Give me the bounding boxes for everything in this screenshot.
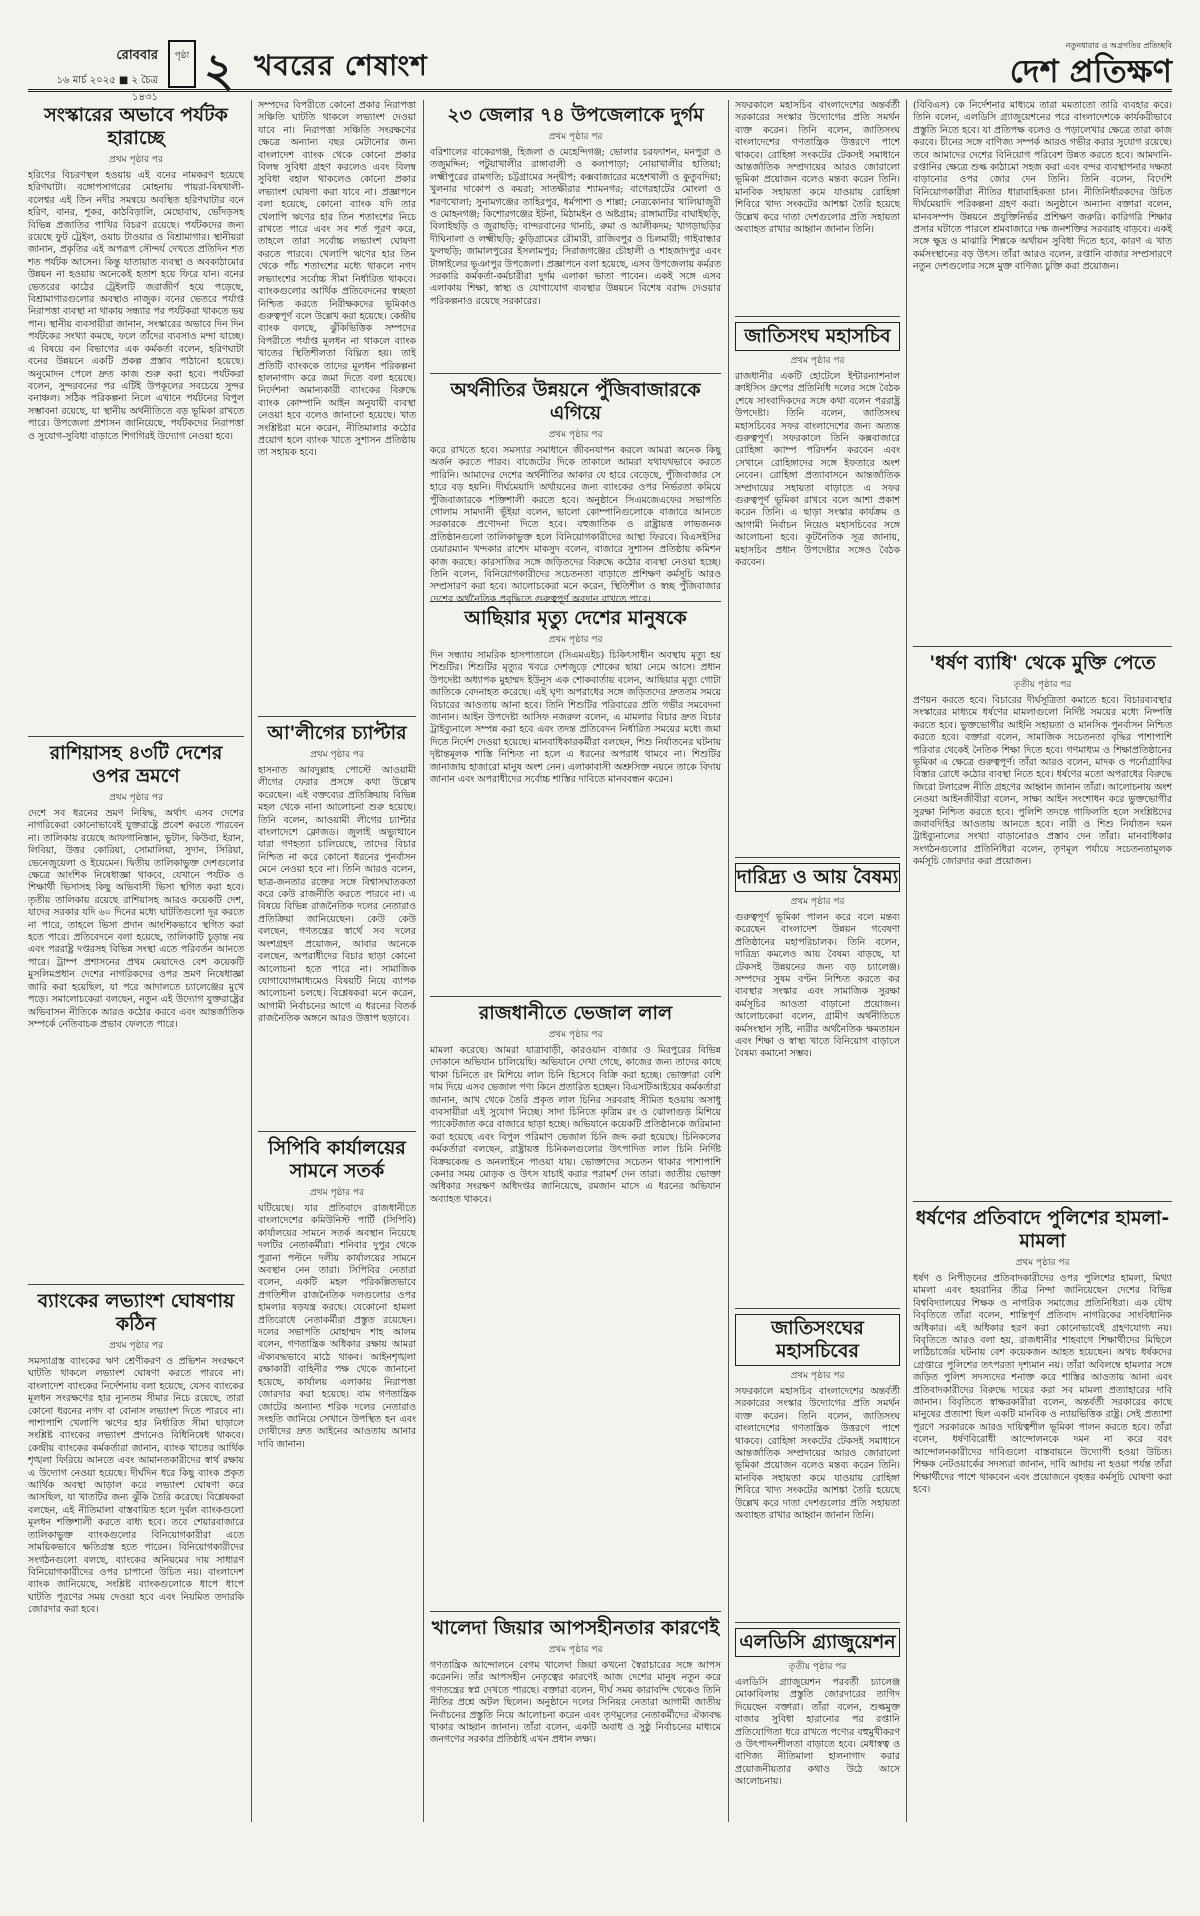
- article-poverty: [735, 863, 900, 1302]
- article-khaleda: [430, 1617, 721, 1860]
- article-body: বরিশালের বাকেরগঞ্জ, হিজলা ও মেহেন্দিগঞ্জ; ভোলার চরফ্যাশন, মনপুরা ও তজুমদ্দিন; পটুয়াখালীর রাঙ্গাবালী ও কলাপাড়া; নোয়াখালীর হাতিয়া; লক্ষ্মীপুরের রামগতি; চট্টগ্রামের সন্দ্বীপ; কক্সবাজারের মহেশখালী ও কুতুবদিয়া; খুলনার দাকোপ ও কয়রা; সাতক্ষীরার শ্যামনগর; বাগেরহাটের মোংলা ও শরণখোলা; সুনামগঞ্জের তাহিরপুর, ধর্মপাশা ও শাল্লা; নেত্রকোনার খালিয়াজুরী ও মোহনগঞ্জ; কিশোরগঞ্জের ইটনা, মিঠামইন ও অষ্টগ্রাম; রাঙ্গামাটির বাঘাইছড়ি, বিলাইছড়ি ও জুরাছড়ি; বান্দরবানের থানচি, রুমা ও আলীকদম; খাগড়াছড়ির দীঘিনালা ও লক্ষ্মীছড়ি; কুড়িগ্রামের রৌমারী, রাজিবপুর ও চিলমারী; গাইবান্ধার ফুলছড়ি; জামালপুরের ইসলামপুর; সিরাজগঞ্জের চৌহালী ও শাহজাদপুর এবং টাঙ্গাইলের ভূঞাপুর উপজেলা। প্রজ্ঞাপনে বলা হয়েছে, এসব উপজেলায় কর্মরত সরকারি কর্মকর্তা-কর্মচারীরা দুর্গম এলাকা ভাতা পাবেন। একই সঙ্গে এসব এলাকায় শিক্ষা, স্বাস্থ্য ও যোগাযোগ ব্যবস্থার উন্নয়নে বিশেষ বরাদ্দ দেওয়ার পরিকল্পনাও রয়েছে সরকারের।: [430, 147, 721, 307]
- page-label-box: [168, 40, 196, 88]
- column-divider: [906, 100, 907, 1822]
- article-headline: সিপিবি কার্যালয়ের সামনে সতর্ক: [268, 1137, 406, 1182]
- continuation-label: প্রথম পৃষ্ঠার পর: [790, 897, 845, 907]
- article-headline: আ'লীগের চ্যাপ্টার: [267, 722, 407, 744]
- article-headline: রাজধানীতে ভেজাল লাল: [478, 1002, 673, 1024]
- article-awami-league: [258, 722, 416, 1125]
- column-divider: [423, 100, 424, 1822]
- article-headline: ২৩ জেলার ৭৪ উপজেলাকে দুর্গম: [447, 104, 704, 126]
- article-headline: রাশিয়াসহ ৪৩টি দেশের ওপর ভ্রমণে: [49, 742, 223, 787]
- column-5: [913, 100, 1172, 1822]
- newspaper-logo: দেশ প্রতিক্ষণ: [1009, 52, 1172, 90]
- column-4: [735, 100, 900, 1822]
- continuation-label: প্রথম পৃষ্ঠার পর: [548, 635, 603, 645]
- article-ldc-continued: [913, 100, 1172, 640]
- article-separator: [430, 996, 721, 997]
- article-secretary-general: [735, 100, 900, 310]
- article-body: ঘটিয়েছে। যার প্রতিবাদে রাজধানীতে বাংলাদেশের কমিউনিস্ট পার্টি (সিপিবি) কার্যালয়ের সামনে সতর্ক অবস্থান নিয়েছে দলটির নেতাকর্মীরা। শনিবার দুপুর থেকে পুরানা পল্টনে দলীয় কার্যালয়ের সামনে অবস্থান নেন তারা। সিপিবির নেতারা বলেন, একটি মহল পরিকল্পিতভাবে প্রগতিশীল রাজনৈতিক দলগুলোর ওপর হামলার ষড়যন্ত্র করছে। যেকোনো হামলা প্রতিরোধে নেতাকর্মীরা প্রস্তুত রয়েছেন। দলের সভাপতি মোহাম্মদ শাহ আলম বলেন, গণতান্ত্রিক অধিকার রক্ষায় আমরা ঐক্যবদ্ধভাবে মাঠে থাকব। আইনশৃঙ্খলা রক্ষাকারী বাহিনীর পক্ষ থেকে জানানো হয়েছে, কার্যালয় এলাকায় নিরাপত্তা জোরদার করা হয়েছে। বাম গণতান্ত্রিক জোটের অন্যান্য শরিক দলের নেতারাও সংহতি জানিয়ে সেখানে উপস্থিত হন এবং দোষীদের দ্রুত আইনের আওতায় আনার দাবি জানান।: [258, 1203, 416, 1450]
- article-headline: ধর্ষণের প্রতিবাদে পুলিশের হামলা-মামলা: [915, 1207, 1170, 1252]
- article-bank: [28, 1290, 244, 1916]
- article-headline: অর্থনীতির উন্নয়নে পুঁজিবাজারকে এগিয়ে: [450, 379, 701, 424]
- article-bank-continued: [258, 100, 416, 710]
- article-separator: [28, 1284, 244, 1285]
- page-label: পৃষ্ঠা: [174, 51, 190, 61]
- continuation-label: প্রথম পৃষ্ঠার পর: [790, 356, 845, 366]
- article-headline: দারিদ্র্য ও আয় বৈষম্য: [735, 863, 900, 892]
- continuation-label: প্রথম পৃষ্ঠার পর: [109, 1341, 163, 1351]
- article-ldc: [735, 1628, 900, 1877]
- column-1: [28, 100, 244, 1822]
- article-separator: [913, 646, 1172, 647]
- continuation-label: প্রথম পৃষ্ঠার পর: [548, 430, 603, 440]
- article-body: দিন সন্ধ্যায় সামরিক হাসপাতালে (সিএমএইচ) চিকিৎসাধীন অবস্থায় মৃত্যু হয় শিশুটির। শিশুটির মৃত্যুর খবরে দেশজুড়ে শোকের ছায়া নেমে আসে। প্রধান উপদেষ্টা অধ্যাপক মুহাম্মদ ইউনূস এক শোকবার্তায় বলেন, আছিয়ার মৃত্যু গোটা জাতিকে বেদনাহত করেছে। এই ঘৃণ্য অপরাধের সঙ্গে জড়িতদের দ্রুততম সময়ে বিচারের আওতায় আনা হবে। তিনি শিশুটির পরিবারের প্রতি গভীর সমবেদনা জানান। আইন উপদেষ্টা আসিফ নজরুল বলেন, এ মামলার বিচার দ্রুত বিচার ট্রাইব্যুনালে সম্পন্ন করা হবে এবং তদন্ত প্রতিবেদন নির্ধারিত সময়ের মধ্যে জমা দিতে নির্দেশ দেওয়া হয়েছে। মানবাধিকারকর্মীরা বলছেন, শিশু নির্যাতনের ঘটনায় দৃষ্টান্তমূলক শাস্তি নিশ্চিত না হলে এ ধরনের অপরাধ থামবে না। শিশুটির জানাজায় হাজারো মানুষ অংশ নেন। এলাকাবাসী অশ্রুসিক্ত নয়নে তাকে বিদায় জানান এবং অপরাধীদের সর্বোচ্চ শাস্তির দাবিতে মানববন্ধন করেন।: [430, 650, 722, 786]
- page-number: ২: [204, 43, 234, 97]
- issue-date-block: [28, 46, 158, 107]
- continuation-label: প্রথম পৃষ্ঠার পর: [1015, 1258, 1070, 1268]
- section-title: খবরের শেষাংশ: [254, 49, 428, 82]
- article-economy: [430, 379, 721, 605]
- article-un: [735, 1314, 900, 1616]
- article-separator: [735, 857, 900, 858]
- article-headline: এলডিসি গ্র্যাজুয়েশন: [735, 1628, 900, 1657]
- article-headline: 'ধর্ষণ ব্যাধি' থেকে মুক্তি পেতে: [929, 652, 1156, 674]
- column-2: [258, 100, 416, 1822]
- continuation-label: তৃতীয় পৃষ্ঠার পর: [788, 1662, 847, 1672]
- column-3: [430, 100, 721, 1822]
- issue-day: রোববার: [116, 48, 158, 63]
- article-headline: জাতিসংঘ মহাসচিব: [735, 322, 900, 351]
- continuation-label: প্রথম পৃষ্ঠার পর: [548, 1030, 603, 1040]
- article-russia: [28, 742, 244, 1278]
- article-body: রাজধানীর একটি হোটেলে ইন্টারন্যাশনাল ক্রাইসিস গ্রুপের প্রতিনিধি দলের সঙ্গে বৈঠক শেষে সাংবাদিকদের সঙ্গে কথা বলেন পররাষ্ট্র উপদেষ্টা। তিনি বলেন, জাতিসংঘ মহাসচিবের সফর বাংলাদেশের জন্য অত্যন্ত গুরুত্বপূর্ণ। সফরকালে তিনি কক্সবাজারে রোহিঙ্গা ক্যাম্প পরিদর্শন করবেন এবং সেখানে রোহিঙ্গাদের সঙ্গে ইফতারে অংশ নেবেন। রোহিঙ্গা প্রত্যাবাসনে আন্তর্জাতিক সম্প্রদায়ের সহায়তা বাড়াতে এ সফর গুরুত্বপূর্ণ ভূমিকা রাখবে বলে আশা প্রকাশ করেন তিনি। এ ছাড়া সংস্কার কার্যক্রম ও আগামী নির্বাচন নিয়েও মহাসচিবের সঙ্গে আলোচনা হবে। কূটনৈতিক সূত্র জানায়, মহাসচিব প্রধান উপদেষ্টার সঙ্গেও বৈঠক করবেন।: [735, 371, 900, 569]
- article-rape-disease: [913, 652, 1172, 1195]
- article-body: (বিবিএস) কে নির্দেশনার মাধ্যমে তারা মমতাতো তারি ব্যবহার করে। তিনি বলেন, এলডিসি গ্র্যাজুয়েশনের পরে বাংলাদেশকে কার্যকরীভাবে প্রস্তুতি নিতে হবে। যা প্রতিপক্ষ বলেও ও পড়ালেখার ক্ষেত্রে তারা কাজ করবে। চীনের সঙ্গে বাণিজ্য সম্পর্ক আরও গভীর করার সুযোগ রয়েছে। তবে আমাদের দেশের বিনিয়োগ পরিবেশ উন্নত করতে হবে। আমদানি-রপ্তানির ক্ষেত্রে শুল্ক কাঠামো সহজ করা এবং বন্দর ব্যবস্থাপনার দক্ষতা বাড়ানোর ওপর জোর দেন তিনি। তিনি বলেন, বিদেশি বিনিয়োগকারীরা নীতির ধারাবাহিকতা চান। নীতিনির্ধারকদের উচিত দীর্ঘমেয়াদি পরিকল্পনা গ্রহণ করা। অনুষ্ঠানে অন্যান্য বক্তারা বলেন, মানবসম্পদ উন্নয়নে প্রযুক্তিনির্ভর প্রশিক্ষণ জরুরি। কারিগরি শিক্ষার প্রসার ঘটাতে পারলে শ্রমবাজারে দক্ষ জনশক্তির সরবরাহ বাড়বে। একই সঙ্গে ক্ষুদ্র ও মাঝারি শিল্পকে অর্থায়ন সুবিধা দিতে হবে, কারণ এ খাত কর্মসংস্থানের বড় উৎস। তাঁরা আরও বলেন, রপ্তানি বাজার সম্প্রসারণে নতুন দেশগুলোর সঙ্গে মুক্ত বাণিজ্য চুক্তি করা প্রয়োজন।: [913, 100, 1172, 273]
- article-body: সমস্যাগ্রস্ত ব্যাংকের ঋণ শ্রেণীকরণ ও প্রভিশন সংরক্ষণে ঘাটতি থাকলে লভ্যাংশ ঘোষণা করতে পারবে না। বাংলাদেশ ব্যাংকের নির্দেশনায় বলা হয়েছে, যেসব ব্যাংকের মূলধন সংরক্ষণের হার ন্যূনতম সীমার নিচে রয়েছে, তারা কোনো ধরনের নগদ বা বোনাস লভ্যাংশ দিতে পারবে না। পাশাপাশি খেলাপি ঋণের হার নির্ধারিত সীমা ছাড়ালে সংশ্লিষ্ট ব্যাংকের লভ্যাংশ প্রদানেও বিধিনিষেধ থাকবে। কেন্দ্রীয় ব্যাংকের কর্মকর্তারা জানান, ব্যাংক খাতের আর্থিক শৃঙ্খলা ফিরিয়ে আনতে এবং আমানতকারীদের স্বার্থ রক্ষায় এ উদ্যোগ নেওয়া হয়েছে। দীর্ঘদিন ধরে কিছু ব্যাংক প্রকৃত আর্থিক অবস্থা আড়াল করে লভ্যাংশ ঘোষণা করে আসছিল, যা খাতটির জন্য ঝুঁকি তৈরি করেছে। বিশ্লেষকরা বলছেন, এই নীতিমালা বাস্তবায়িত হলে দুর্বল ব্যাংকগুলো মূলধন শক্তিশালী করতে বাধ্য হবে। তবে শেয়ারবাজারে তালিকাভুক্ত ব্যাংকগুলোর বিনিয়োগকারীরা এতে সাময়িকভাবে ক্ষতিগ্রস্ত হতে পারেন। বিনিয়োগকারীদের সংগঠনগুলো বলছে, ব্যাংকের অনিয়মের দায় সাধারণ বিনিয়োগকারীদের ওপর চাপানো উচিত নয়। বাংলাদেশ ব্যাংক জানিয়েছে, সংশ্লিষ্ট ব্যাংকগুলোকে ধাপে ধাপে ঘাটতি পূরণের সময় দেওয়া হবে এবং নিয়মিত তদারকি জোরদার করা হবে।: [28, 1356, 244, 1616]
- column-divider: [728, 100, 729, 1822]
- article-body: হাসনাত আবদুল্লাহ পোস্টে আওয়ামী লীগের ফেরার প্রসঙ্গে কথা উল্লেখ করেছেন। এই বক্তব্যের প্রতিক্রিয়ায় বিভিন্ন মহল থেকে নানা আলোচনা শুরু হয়েছে। তিনি বলেন, আওয়ামী লীগের চ্যাপ্টার বাংলাদেশে ক্লোজড। জুলাই অভ্যুত্থানে যারা গণহত্যা চালিয়েছে, তাদের বিচার নিশ্চিত না করে কোনো ধরনের পুনর্বাসন মেনে নেওয়া হবে না। তিনি আরও বলেন, ছাত্র-জনতার রক্তের সঙ্গে বিশ্বাসঘাতকতা করে কেউ রাজনীতি করতে পারবে না। এ বিষয়ে বিভিন্ন রাজনৈতিক দলের নেতারাও প্রতিক্রিয়া জানিয়েছেন। কেউ কেউ বলছেন, গণতন্ত্রের স্বার্থে সব দলের অংশগ্রহণ প্রয়োজন, আবার অনেকে বলছেন, অপরাধীদের বিচার ছাড়া কোনো আলোচনা হতে পারে না। সামাজিক যোগাযোগমাধ্যমেও বিষয়টি নিয়ে ব্যাপক আলোচনা চলছে। বিশ্লেষকরা মনে করেন, আগামী নির্বাচনের আগে এ ধরনের বিতর্ক রাজনৈতিক অঙ্গনে আরও উত্তাপ ছড়াবে।: [258, 765, 416, 1025]
- article-headline: খালেদা জিয়ার আপসহীনতার কারণেই: [431, 1617, 720, 1639]
- article-separator: [430, 1611, 721, 1612]
- article-body: মামলা করেছে। আমরা যাত্রাবাড়ী, কারওয়ান বাজার ও মিরপুরের বিভিন্ন দোকানে অভিযান চালিয়েছি। অভিযানে দেখা গেছে, কাজের জন্য তাদের কাছে থাকা চিনিতে রং মিশিয়ে লাল চিনি হিসেবে বিক্রি করা হচ্ছে। ভোক্তারা বেশি দাম দিয়ে এসব ভেজাল পণ্য কিনে প্রতারিত হচ্ছেন। বিএসটিআইয়ের কর্মকর্তারা জানান, আখ থেকে তৈরি প্রকৃত লাল চিনির সরবরাহ সীমিত হওয়ায় অসাধু ব্যবসায়ীরা এই সুযোগ নিচ্ছে। সাদা চিনিতে কৃত্রিম রং ও ঝোলাগুড় মিশিয়ে প্যাকেটজাত করে বাজারে ছাড়া হচ্ছে। অভিযানে কয়েকটি প্রতিষ্ঠানকে জরিমানা করা হয়েছে এবং বিপুল পরিমাণ ভেজাল চিনি জব্দ করা হয়েছে। চিনিকলের কর্মকর্তারা বলছেন, রাষ্ট্রায়ত্ত চিনিকলগুলোর উৎপাদিত লাল চিনি নির্দিষ্ট বিক্রয়কেন্দ্র ও অনলাইনে পাওয়া যায়। ভোক্তাদের সচেতন থাকার পাশাপাশি কেনার সময় মোড়ক ও উৎস যাচাই করার পরামর্শ দেন তারা। জাতীয় ভোক্তা অধিকার সংরক্ষণ অধিদপ্তর জানিয়েছে, রমজান মাসে এ ধরনের অভিযান অব্যাহত থাকবে।: [430, 1045, 721, 1205]
- issue-date: ১৬ মার্চ ২০২৫ ■ ২ চৈত্র ১৪৩১: [56, 75, 158, 103]
- article-body: হরিণের বিচরণস্থল হওয়ায় এই বনের নামকরণ হয়েছে হরিণঘাটা। বঙ্গোপসাগরের মোহনায় পায়রা-বিষখালী-বলেশ্বর এই তিন নদীর সমন্বয়ে অবস্থিত হরিণঘাটার বনে হরিণ, বানর, শূকর, কাঠবিড়ালি, মেছোবাঘ, ভোঁদড়সহ বিভিন্ন প্রজাতির পাখির বিচরণ রয়েছে। পর্যটকদের জন্য রয়েছে ফুট ট্রেইল, ওয়াচ টাওয়ার ও বিশ্রামাগার। স্থানীয়রা জানান, প্রকৃতির এই অপরূপ সৌন্দর্য দেখতে প্রতিদিন শত শত পর্যটক আসেন। কিন্তু যাতায়াত ব্যবস্থা ও অবকাঠামোর উন্নয়ন না হওয়ায় অনেকেই হতাশ হয়ে ফিরে যান। বনের ভেতরের কাঠের ট্রেইলটি জরাজীর্ণ হয়ে পড়েছে, বিশ্রামাগারগুলোর অবস্থাও নাজুক। বনের ভেতরে পর্যাপ্ত নিরাপত্তা ব্যবস্থা না থাকায় সন্ধ্যার পর পর্যটকরা থাকতে ভয় পান। স্থানীয় ব্যবসায়ীরা জানান, সংস্কারের অভাবে দিন দিন পর্যটকের সংখ্যা কমছে, ফলে তাঁদের ব্যবসাও মন্দা যাচ্ছে। এ বিষয়ে বন বিভাগের এক কর্মকর্তা বলেন, হরিণঘাটা বনের উন্নয়নে একটি প্রকল্প প্রস্তাব পাঠানো হয়েছে। অনুমোদন পেলে দ্রুত কাজ শুরু করা হবে। পর্যটকরা বলেন, সুন্দরবনের পর এটিই উপকূলের সবচেয়ে সুন্দর বনাঞ্চল। সঠিক পরিকল্পনা নিলে এখানে পর্যটনের বিপুল সম্ভাবনা রয়েছে, যা স্থানীয় অর্থনীতিতে বড় ভূমিকা রাখতে পারে। উপজেলা প্রশাসন জানিয়েছে, পর্যটকদের নিরাপত্তা ও সুযোগ-সুবিধা বাড়াতে শিগগিরই উদ্যোগ নেওয়া হবে।: [28, 170, 244, 442]
- article-headline: জাতিসংঘের মহাসচিবের: [735, 1314, 900, 1366]
- article-separator: [913, 1201, 1172, 1202]
- article-headline: ব্যাংকের লভ্যাংশ ঘোষণায় কঠিন: [37, 1290, 235, 1335]
- article-body: প্রণয়ন করতে হবে। বিচারের দীর্ঘসূত্রিতা কমাতে হবে। বিচারব্যবস্থার সংস্কারের মাধ্যমে ধর্ষণের মামলাগুলো নির্দিষ্ট সময়ের মধ্যে নিষ্পত্তি করতে হবে। ভুক্তভোগীর আইনি সহায়তা ও মানসিক পুনর্বাসন নিশ্চিত করতে হবে। বক্তারা বলেন, সামাজিক সচেতনতা বৃদ্ধির পাশাপাশি পরিবার থেকেই নৈতিক শিক্ষা দিতে হবে। গণমাধ্যম ও শিক্ষাপ্রতিষ্ঠানের ভূমিকা এ ক্ষেত্রে গুরুত্বপূর্ণ। তাঁরা আরও বলেন, মাদক ও পর্নোগ্রাফির বিস্তার রোধে কঠোর ব্যবস্থা নিতে হবে। ধর্ষণের মতো অপরাধের বিরুদ্ধে জিরো টলারেন্স নীতি গ্রহণের আহ্বান জানান তাঁরা। আলোচনায় অংশ নেওয়া আইনজীবীরা বলেন, সাক্ষ্য আইন সংশোধন করে ভুক্তভোগীর সুরক্ষা নিশ্চিত করতে হবে। পুলিশি তদন্তে গাফিলতি হলে সংশ্লিষ্টদের জবাবদিহির আওতায় আনতে হবে। নারী ও শিশু নির্যাতন দমন ট্রাইব্যুনালের সংখ্যা বাড়ানোরও প্রস্তাব দেন তাঁরা। মানবাধিকার সংগঠনগুলোর প্রতিনিধিরা বলেন, তৃণমূল পর্যায়ে সচেতনতামূলক কর্মসূচি জোরদার করা প্রয়োজন।: [913, 695, 1172, 868]
- article-body: এলডিসি গ্র্যাজুয়েশন পরবর্তী চ্যালেঞ্জ মোকাবিলায় প্রস্তুতি জোরদারের তাগিদ দিয়েছেন বক্তারা। তাঁরা বলেন, শুল্কমুক্ত বাজার সুবিধা হারানোর পর রপ্তানি প্রতিযোগিতা ধরে রাখতে পণ্যের বহুমুখীকরণ ও উৎপাদনশীলতা বাড়াতে হবে। মেধাস্বত্ব ও বাণিজ্য নীতিমালা হালনাগাদ করার প্রয়োজনীয়তার কথাও উঠে আসে আলোচনায়।: [735, 1677, 900, 1788]
- article-police: [913, 1207, 1172, 1873]
- article-separator: [735, 1622, 900, 1623]
- article-separator: [735, 316, 900, 317]
- masthead: [28, 40, 1172, 103]
- article-upazila: [430, 104, 721, 367]
- continuation-label: প্রথম পৃষ্ঠার পর: [790, 1371, 845, 1381]
- article-body: সফরকালে মহাসচিব বাংলাদেশের অন্তর্বর্তী সরকারের সংস্কার উদ্যোগের প্রতি সমর্থন ব্যক্ত করেন। তিনি বলেন, জাতিসংঘ বাংলাদেশের গণতান্ত্রিক উত্তরণে পাশে থাকবে। রোহিঙ্গা সংকটের টেকসই সমাধানে আন্তর্জাতিক সম্প্রদায়ের আরও জোরালো ভূমিকা প্রয়োজন বলেও মন্তব্য করেন তিনি। মানবিক সহায়তা কমে যাওয়ায় রোহিঙ্গা শিবিরে খাদ্য সংকটের আশঙ্কা তৈরি হয়েছে উল্লেখ করে দাতা দেশগুলোর প্রতি সহায়তা অব্যাহত রাখার আহ্বান জানান তিনি।: [735, 100, 900, 236]
- article-body: করে রাখতে হবে। সমস্যার সমাধানে জীবনযাপন করলে আমরা অনেক কিছু অর্জন করতে পারব। বাজেটের দিকে তাকালে আমরা যথাযথভাবে করতে পারিনি। আমাদের দেশের অর্থনীতির আকার যে হারে বেড়েছে, পুঁজিবাজার সে হারে বড় হয়নি। দীর্ঘমেয়াদি অর্থায়নের জন্য ব্যাংকের ওপর নির্ভরতা কমিয়ে পুঁজিবাজারকে শক্তিশালী করতে হবে। অনুষ্ঠানে সিএমজেএফের সভাপতি গোলাম সামদানী ভূঁইয়া বলেন, ভালো কোম্পানিগুলোকে বাজারে আনতে সরকারকে প্রণোদনা দিতে হবে। বহুজাতিক ও রাষ্ট্রায়ত্ত লাভজনক প্রতিষ্ঠানগুলো তালিকাভুক্ত হলে বিনিয়োগকারীদের আস্থা ফিরবে। বিএসইসির চেয়ারম্যান খন্দকার রাশেদ মাকসুদ বলেন, বাজারে সুশাসন প্রতিষ্ঠায় কমিশন কাজ করছে। কারসাজির সঙ্গে জড়িতদের বিরুদ্ধে কঠোর ব্যবস্থা নেওয়া হচ্ছে। তিনি বলেন, বিনিয়োগকারীদের সচেতনতা বাড়াতে প্রশিক্ষণ কর্মসূচি আরও সম্প্রসারণ করা হবে। আলোচকেরা মনে করেন, স্থিতিশীল ও স্বচ্ছ পুঁজিবাজার দেশের অর্থনৈতিক প্রবৃদ্ধিতে গুরুত্বপূর্ণ অবদান রাখতে পারে।: [430, 445, 721, 605]
- column-divider: [251, 100, 252, 1822]
- article-body: গুরুত্বপূর্ণ ভূমিকা পালন করে বলে মন্তব্য করেছেন বাংলাদেশ উন্নয়ন গবেষণা প্রতিষ্ঠানের মহাপরিচালক। তিনি বলেন, দারিদ্র্য কমলেও আয় বৈষম্য বাড়ছে, যা টেকসই উন্নয়নের জন্য বড় চ্যালেঞ্জ। সম্পদের সুষম বণ্টন নিশ্চিত করতে কর ব্যবস্থার সংস্কার এবং সামাজিক সুরক্ষা কর্মসূচির আওতা বাড়ানো প্রয়োজন। আলোচকেরা বলেন, গ্রামীণ অর্থনীতিতে কর্মসংস্থান সৃষ্টি, নারীর অর্থনৈতিক ক্ষমতায়ন এবং শিক্ষা ও স্বাস্থ্য খাতে বিনিয়োগ বাড়ালে বৈষম্য কমানো সম্ভব।: [735, 912, 900, 1060]
- continuation-label: প্রথম পৃষ্ঠার পর: [109, 155, 163, 165]
- article-body: ধর্ষণ ও নিপীড়নের প্রতিবাদকারীদের ওপর পুলিশের হামলা, মিথ্যা মামলা এবং হয়রানির তীব্র নিন্দা জানিয়েছেন দেশের বিভিন্ন বিশ্ববিদ্যালয়ের শিক্ষক ও নাগরিক সমাজের প্রতিনিধিরা। এক যৌথ বিবৃতিতে তাঁরা বলেন, শান্তিপূর্ণ প্রতিবাদ নাগরিকের সাংবিধানিক অধিকার। এই অধিকার হরণ করা কোনোভাবেই গ্রহণযোগ্য নয়। বিবৃতিতে আরও বলা হয়, রাজধানীর শাহবাগে শিক্ষার্থীদের মিছিলে লাঠিচার্জের ঘটনায় বেশ কয়েকজন আহত হয়েছেন। অথচ ধর্ষকদের গ্রেপ্তারে পুলিশের তৎপরতা দৃশ্যমান নয়। তাঁরা অবিলম্বে হামলার সঙ্গে জড়িত পুলিশ সদস্যদের শনাক্ত করে শাস্তির আওতায় আনা এবং প্রতিবাদকারীদের বিরুদ্ধে দায়ের করা সব মামলা প্রত্যাহারের দাবি জানান। বিবৃতিতে স্বাক্ষরকারীরা বলেন, অন্তর্বর্তী সরকারের কাছে মানুষের প্রত্যাশা ছিল একটি মানবিক ও ন্যায়ভিত্তিক রাষ্ট্র। সেই প্রত্যাশা পূরণে সরকারকে আরও দায়িত্বশীল ভূমিকা পালন করতে হবে। তাঁরা বলেন, ধর্ষণবিরোধী আন্দোলনকে দমন না করে বরং আন্দোলনকারীদের দাবিগুলো বাস্তবায়নে উদ্যোগী হওয়া উচিত। শিক্ষক নেটওয়ার্কের সদস্যরা জানান, দাবি আদায় না হওয়া পর্যন্ত তাঁরা শিক্ষার্থীদের পাশে থাকবেন এবং প্রয়োজনে বৃহত্তর কর্মসূচি ঘোষণা করা হবে।: [913, 1273, 1172, 1495]
- article-separator: [258, 716, 416, 717]
- article-separator: [430, 373, 721, 374]
- article-separator: [28, 736, 244, 737]
- article-body: সফরকালে মহাসচিব বাংলাদেশের অন্তর্বর্তী সরকারের সংস্কার উদ্যোগের প্রতি সমর্থন ব্যক্ত করেন। তিনি বলেন, জাতিসংঘ বাংলাদেশের গণতান্ত্রিক উত্তরণে পাশে থাকবে। রোহিঙ্গা সংকটের টেকসই সমাধানে আন্তর্জাতিক সম্প্রদায়ের আরও জোরালো ভূমিকা প্রয়োজন বলেও মন্তব্য করেন তিনি। মানবিক সহায়তা কমে যাওয়ায় রোহিঙ্গা শিবিরে খাদ্য সংকটের আশঙ্কা তৈরি হয়েছে উল্লেখ করে দাতা দেশগুলোর প্রতি সহায়তা অব্যাহত রাখার আহ্বান জানান তিনি।: [735, 1386, 900, 1522]
- continuation-label: প্রথম পৃষ্ঠার পর: [310, 750, 364, 760]
- article-body: সম্পদের বিপরীতে কোনো প্রকার নিরাপত্তা সঞ্চিতি ঘাটতি থাকলে লভ্যাংশ দেওয়া যাবে না। নিরাপত্তা সঞ্চিতি সংরক্ষণের ক্ষেত্রে অন্যান্য বছর মেটানোর জন্য বাংলাদেশ ব্যাংক থেকে কোনো প্রকার বিলম্ব সুবিধা গ্রহণ করলেও এবং বিলম্ব সুবিধা বহাল থাকলেও কোনো প্রকার লভ্যাংশ ঘোষণা করা যাবে না। প্রজ্ঞাপনে বলা হয়েছে, কোনো ব্যাংক যদি তার খেলাপি ঋণের হার তিন শতাংশের নিচে রাখতে পারে এবং সব শর্ত পূরণ করে, তাহলে তারা সর্বোচ্চ লভ্যাংশ ঘোষণা করতে পারবে। খেলাপি ঋণের হার তিন থেকে পাঁচ শতাংশের মধ্যে থাকলে নগদ লভ্যাংশের সর্বোচ্চ সীমা নির্ধারিত থাকবে। ব্যাংকগুলোর আর্থিক প্রতিবেদনের স্বচ্ছতা নিশ্চিত করতে নিরীক্ষকদের ভূমিকাও গুরুত্বপূর্ণ বলে উল্লেখ করা হয়েছে। কেন্দ্রীয় ব্যাংক বলছে, ঝুঁকিভিত্তিক সম্পদের বিপরীতে পর্যাপ্ত মূলধন না থাকলে ব্যাংক খাতের স্থিতিশীলতা বিঘ্নিত হয়। তাই প্রতিটি ব্যাংককে তাদের মূলধন পরিকল্পনা হালনাগাদ করে জমা দিতে বলা হয়েছে। নির্দেশনা অমান্যকারী ব্যাংকের বিরুদ্ধে ব্যাংক কোম্পানি আইন অনুযায়ী ব্যবস্থা নেওয়া হবে বলেও জানানো হয়েছে। খাত সংশ্লিষ্টরা মনে করেন, নীতিমালার কঠোর প্রয়োগ হলে ব্যাংক খাতে সুশাসন প্রতিষ্ঠায় তা সহায়ক হবে।: [258, 100, 416, 459]
- article-body: গণতান্ত্রিক আন্দোলনে বেগম খালেদা জিয়া কখনো স্বৈরাচারের সঙ্গে আপস করেননি। তাঁর আপসহীন নেতৃত্বের কারণেই আজ দেশের মানুষ নতুন করে গণতন্ত্রের স্বপ্ন দেখতে পারছে। বক্তারা বলেন, দীর্ঘ সময় কারাবন্দি থেকেও তিনি নীতির প্রশ্নে অটল ছিলেন। অনুষ্ঠানে দলের সিনিয়র নেতারা আগামী জাতীয় নির্বাচনের প্রস্তুতি নিয়ে আলোচনা করেন এবং তৃণমূলের নেতাকর্মীদের ঐক্যবদ্ধ থাকার আহ্বান জানান। তাঁরা বলেন, একটি অবাধ ও সুষ্ঠু নির্বাচনের মাধ্যমে জনগণের সরকার প্রতিষ্ঠাই এখন প্রধান লক্ষ্য।: [430, 1660, 721, 1746]
- article-headline: সংস্কারের অভাবে পর্যটক হারাচ্ছে: [44, 104, 228, 149]
- brand-tagline: নতুনধারার ও অগ্রগতির প্রতিচ্ছবি: [1065, 41, 1172, 50]
- article-cpb: [258, 1137, 416, 1803]
- continuation-label: প্রথম পৃষ্ঠার পর: [109, 793, 163, 803]
- article-body: দেশে সব ধরনের ভ্রমণ নিষিদ্ধ, অর্থাৎ এসব দেশের নাগরিকেরা কোনোভাবেই যুক্তরাষ্ট্রে প্রবেশ করতে পারবেন না। তালিকায় রয়েছে আফগানিস্তান, ভুটান, কিউবা, ইরান, লিবিয়া, উত্তর কোরিয়া, সোমালিয়া, সুদান, সিরিয়া, ভেনেজুয়েলা ও ইয়েমেন। দ্বিতীয় তালিকাভুক্ত দেশগুলোর ক্ষেত্রে আংশিক নিষেধাজ্ঞা থাকবে, যেখানে পর্যটক ও শিক্ষার্থী ভিসাসহ কিছু অভিবাসী ভিসা স্থগিত করা হবে। তৃতীয় তালিকায় রয়েছে রাশিয়াসহ আরও কয়েকটি দেশ, যাদের সরকার যদি ৬০ দিনের মধ্যে ঘাটতিগুলো দূর করতে না পারে, তাহলে ভিসা প্রদান আংশিকভাবে স্থগিত করা হতে পারে। প্রতিবেদনে বলা হয়েছে, তালিকাটি চূড়ান্ত নয় এবং পররাষ্ট্র দপ্তরসহ বিভিন্ন সংস্থা এতে পরিবর্তন আনতে পারে। ট্রাম্প প্রশাসনের প্রথম মেয়াদেও বেশ কয়েকটি মুসলিমপ্রধান দেশের নাগরিকদের ওপর ভ্রমণ নিষেধাজ্ঞা জারি করা হয়েছিল, যা পরে আদালতে চ্যালেঞ্জের মুখে পড়ে। সমালোচকেরা বলছেন, নতুন এই উদ্যোগ যুক্তরাষ্ট্রের অভিবাসন নীতিকে আরও কঠোর করবে এবং আন্তর্জাতিক সম্পর্কে নেতিবাচক প্রভাব ফেলতে পারে।: [28, 808, 244, 1030]
- continuation-label: প্রথম পৃষ্ঠার পর: [310, 1188, 364, 1198]
- article-separator: [258, 1131, 416, 1132]
- article-headline: আছিয়ার মৃত্যু দেশের মানুষকে: [464, 607, 687, 629]
- continuation-label: প্রথম পৃষ্ঠার পর: [548, 132, 603, 142]
- article-separator: [735, 1308, 900, 1309]
- article-secretary: [735, 322, 900, 851]
- article-tourism: [28, 104, 244, 730]
- newspaper-brand: [922, 40, 1172, 88]
- article-asia: [430, 607, 721, 990]
- continuation-label: প্রথম পৃষ্ঠার পর: [548, 1645, 603, 1655]
- article-adulteration: [430, 1002, 721, 1605]
- continuation-label: তৃতীয় পৃষ্ঠার পর: [1013, 680, 1072, 690]
